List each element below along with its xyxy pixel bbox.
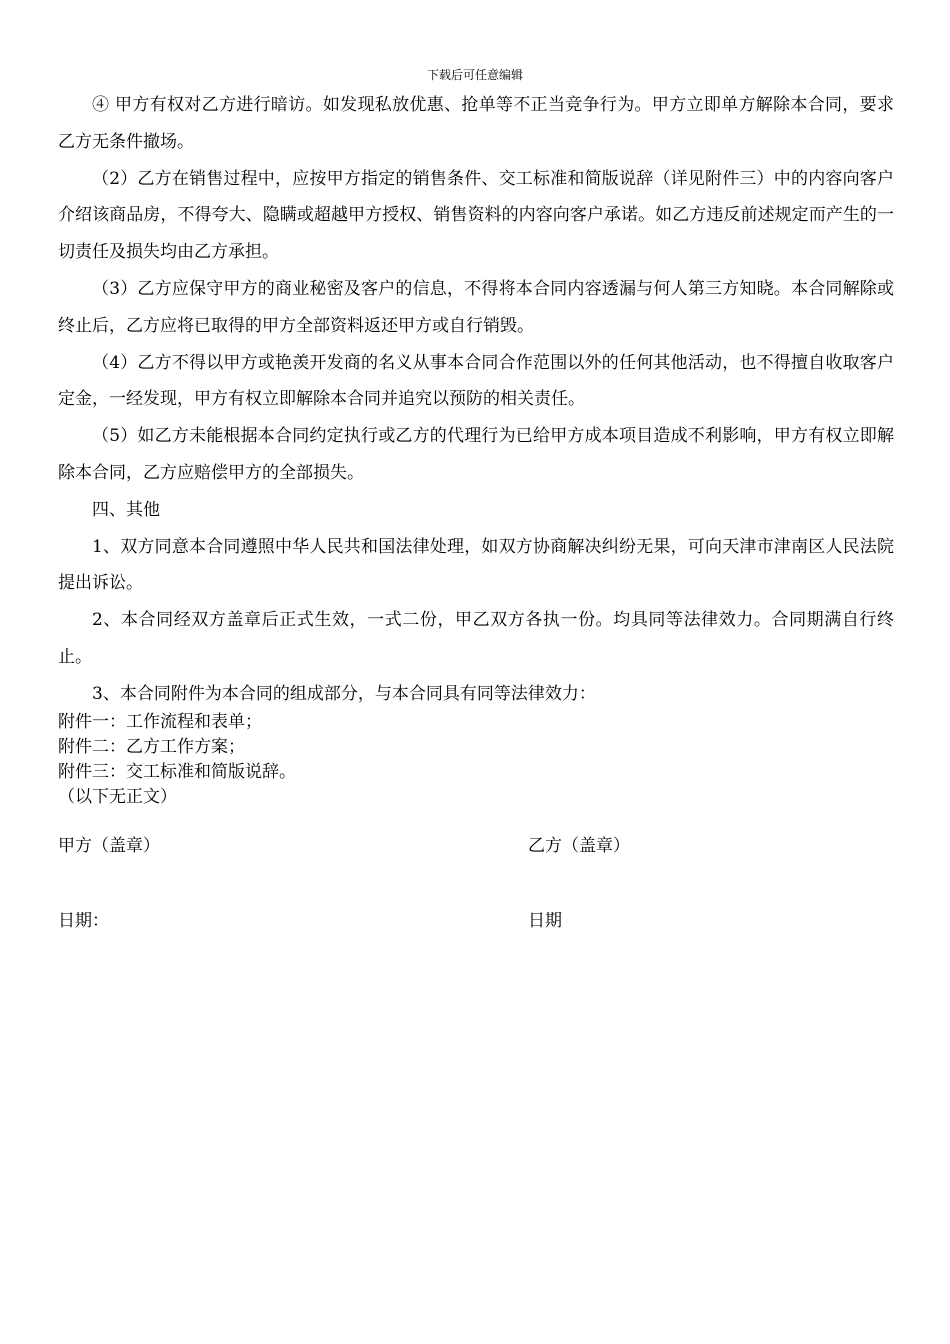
other-clause-3-attachments: 3、本合同附件为本合同的组成部分，与本合同具有同等法律效力： — [92, 683, 596, 704]
clause-3-confidentiality: （3）乙方应保守甲方的商业秘密及客户的信息，不得将本合同内容透漏与何人第三方知晓。本合同解除或终止后，乙方应将已取得的甲方全部资料返还甲方或自行销毁。 — [58, 278, 894, 336]
attachment-two: 附件二：乙方工作方案； — [58, 737, 245, 757]
other-clause-1-law: 1、双方同意本合同遵照中华人民共和国法律处理，如双方协商解决纠纷无果，可向天津市津南区人民法院提出诉讼。 — [58, 536, 894, 594]
other-clause-2-effect: 2、本合同经双方盖章后正式生效，一式二份，甲乙双方各执一份。均具同等法律效力。合同期满自行终止。 — [58, 610, 894, 667]
party-a-seal: 甲方（盖章） — [58, 836, 160, 856]
party-b-seal: 乙方（盖章） — [528, 836, 630, 856]
party-b-date: 日期 — [528, 911, 562, 931]
clause-4-prohibited-activities: （4）乙方不得以甲方或艳羡开发商的名义从事本合同合作范围以外的任何其他活动，也不得擅自收取客户定金，一经发现，甲方有权立即解除本合同并追究以预防的相关责任。 — [58, 352, 894, 410]
clause-5-breach: （5）如乙方未能根据本合同约定执行或乙方的代理行为已给甲方成本项目造成不利影响，甲方有权立即解除本合同，乙方应赔偿甲方的全部损失。 — [58, 426, 894, 483]
section-heading-other: 四、其他 — [92, 499, 160, 520]
attachment-three: 附件三：交工标准和简版说辞。 — [58, 762, 296, 782]
clause-4-secret-visit: ④ 甲方有权对乙方进行暗访。如发现私放优惠、抢单等不正当竞争行为。甲方立即单方解除本合同，要求乙方无条件撤场。 — [58, 95, 894, 152]
party-a-date: 日期： — [58, 911, 109, 931]
clause-2-sales-conduct: （2）乙方在销售过程中，应按甲方指定的销售条件、交工标准和简版说辞（详见附件三）中的内容向客户介绍该商品房，不得夸大、隐瞒或超越甲方授权、销售资料的内容向客户承诺。如乙方违反前述规定而产生的一切责任及损失均由乙方承担。 — [58, 168, 894, 263]
header-note: 下载后可任意编辑 — [426, 68, 523, 82]
no-further-text-note: （以下无正文） — [58, 787, 177, 807]
contract-body — [58, 87, 894, 713]
attachment-one: 附件一：工作流程和表单； — [58, 712, 262, 732]
